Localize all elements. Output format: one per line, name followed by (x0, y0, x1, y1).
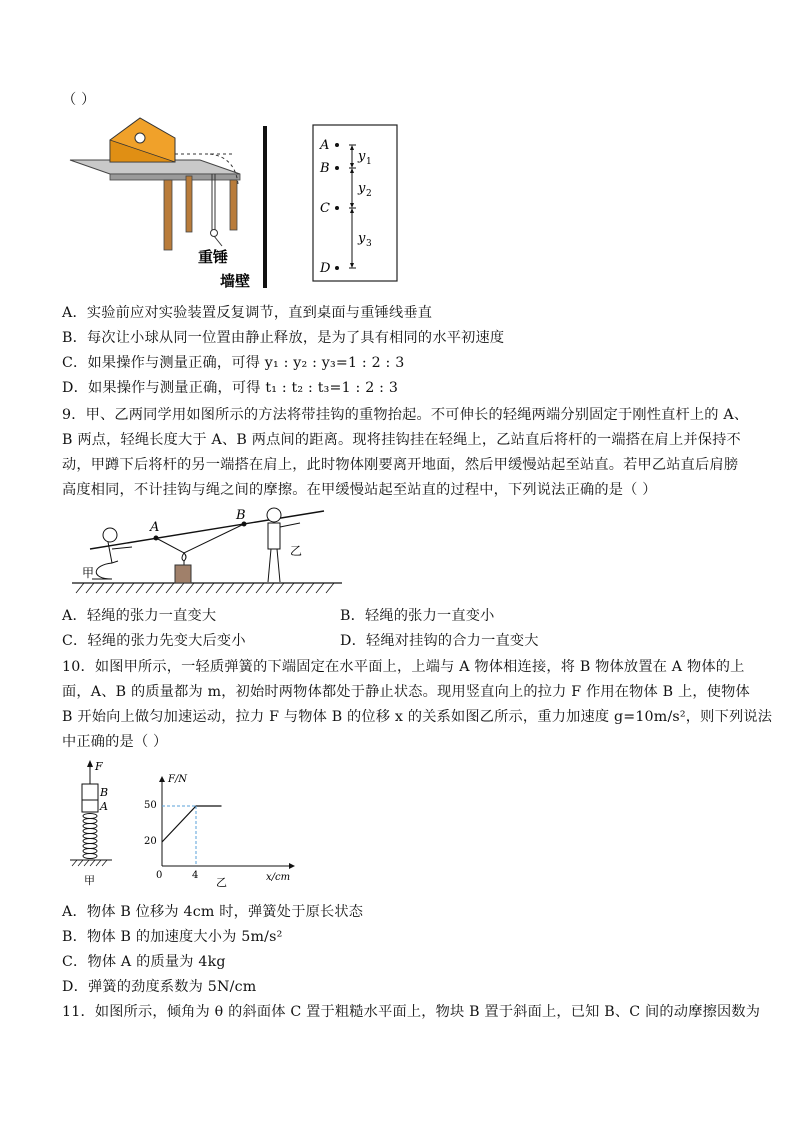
svg-text:y: y (358, 231, 366, 246)
svg-text:1: 1 (366, 157, 372, 167)
x-tick-0: 0 (156, 870, 163, 881)
svg-text:2: 2 (366, 189, 372, 199)
q10-option-b: B．物体 B 的加速度大小为 5m/s² (62, 929, 283, 945)
q9-stem-line-2: B 两点，轻绳长度大于 A、B 两点间的距离。现将挂钩挂在轻绳上，乙站直后将杆的一端搭在肩上并保持不 (62, 432, 741, 448)
svg-text:甲: 甲 (84, 874, 95, 887)
svg-text:C: C (320, 201, 330, 216)
svg-text:y: y (358, 149, 366, 164)
force-line (162, 806, 222, 842)
q10-stem-line-3: B 开始向上做匀加速运动，拉力 F 与物体 B 的位移 x 的关系如图乙所示，重力加速度 g=10m/s²，则下列说法 (62, 709, 773, 725)
svg-text:y: y (358, 181, 366, 196)
svg-text:B: B (100, 786, 109, 799)
svg-text:A: A (100, 800, 108, 813)
q10-stem-line-4: 中正确的是（ ） (62, 734, 168, 750)
y-tick-50: 50 (144, 800, 157, 811)
q8-option-c: C．如果操作与测量正确，可得 y₁ : y₂ : y₃=1 : 2 : 3 (62, 355, 405, 371)
q9-option-d: D．轻绳对挂钩的合力一直变大 (340, 633, 539, 649)
q10-figure-jia (62, 758, 122, 890)
svg-text:F: F (95, 760, 103, 773)
y-tick-20: 20 (144, 836, 157, 847)
q9-option-b: B．轻绳的张力一直变小 (340, 608, 495, 624)
q9-figure (62, 505, 352, 597)
q8-answer-bracket: （ ） (62, 92, 96, 108)
q10-stem-line-1: 10．如图甲所示，一轻质弹簧的下端固定在水平面上，上端与 A 物体相连接，将 B 物体放置在 A 物体的上 (62, 659, 745, 675)
q10-option-d: D．弹簧的劲度系数为 5N/cm (62, 979, 257, 995)
q10-force-displacement-chart (140, 770, 300, 888)
q10-stem-line-2: 面，A、B 的质量都为 m，初始时两物体都处于静止状态。现用竖直向上的拉力 F 作用在物体 B 上，使物体 (62, 684, 750, 700)
q10-option-c: C．物体 A 的质量为 4kg (62, 954, 226, 970)
y-axis-label: F/N (168, 774, 188, 785)
svg-text:乙: 乙 (290, 544, 303, 558)
svg-text:3: 3 (366, 239, 372, 249)
q11-stem-line-1: 11．如图所示，倾角为 θ 的斜面体 C 置于粗糙水平面上，物块 B 置于斜面上，已知 B、C 间的动摩擦因数为 (62, 1004, 761, 1020)
q8-option-d: D．如果操作与测量正确，可得 t₁ : t₂ : t₃=1 : 2 : 3 (62, 380, 399, 396)
svg-text:B: B (236, 508, 246, 523)
q8-option-b: B．每次让小球从同一位置由静止释放，是为了具有相同的水平初速度 (62, 330, 505, 346)
svg-text:甲: 甲 (82, 566, 95, 580)
svg-text:B: B (320, 161, 330, 176)
x-axis-label: x/cm (266, 872, 291, 883)
svg-text:D: D (320, 261, 331, 276)
q10-option-a: A．物体 B 位移为 4cm 时，弹簧处于原长状态 (62, 904, 364, 920)
q8-trace-figure (312, 124, 400, 284)
svg-text:A: A (320, 138, 330, 153)
figure-label-yi: 乙 (216, 876, 227, 888)
q9-stem-line-1: 9．甲、乙两同学用如图所示的方法将带挂钩的重物抬起。不可伸长的轻绳两端分别固定于刚性直杆上的 A、 (62, 407, 749, 423)
x-tick-4: 4 (192, 870, 199, 881)
q8-option-a: A．实验前应对实验装置反复调节，直到桌面与重锤线垂直 (62, 305, 433, 321)
q9-stem-line-3: 动，甲蹲下后将杆的另一端搭在肩上，此时物体刚要离开地面，然后甲缓慢站起至站直。若甲乙站直后肩膀 (62, 457, 739, 473)
q8-apparatus-figure (60, 112, 300, 292)
hammer-label: 重锤 (198, 248, 229, 266)
q9-option-c: C．轻绳的张力先变大后变小 (62, 633, 246, 649)
q9-stem-line-4: 高度相同，不计挂钩与绳之间的摩擦。在甲缓慢站起至站直的过程中，下列说法正确的是（ ） (62, 482, 657, 498)
wall-label: 墙壁 (220, 272, 251, 290)
svg-text:A: A (150, 520, 160, 535)
q9-option-a: A．轻绳的张力一直变大 (62, 608, 217, 624)
